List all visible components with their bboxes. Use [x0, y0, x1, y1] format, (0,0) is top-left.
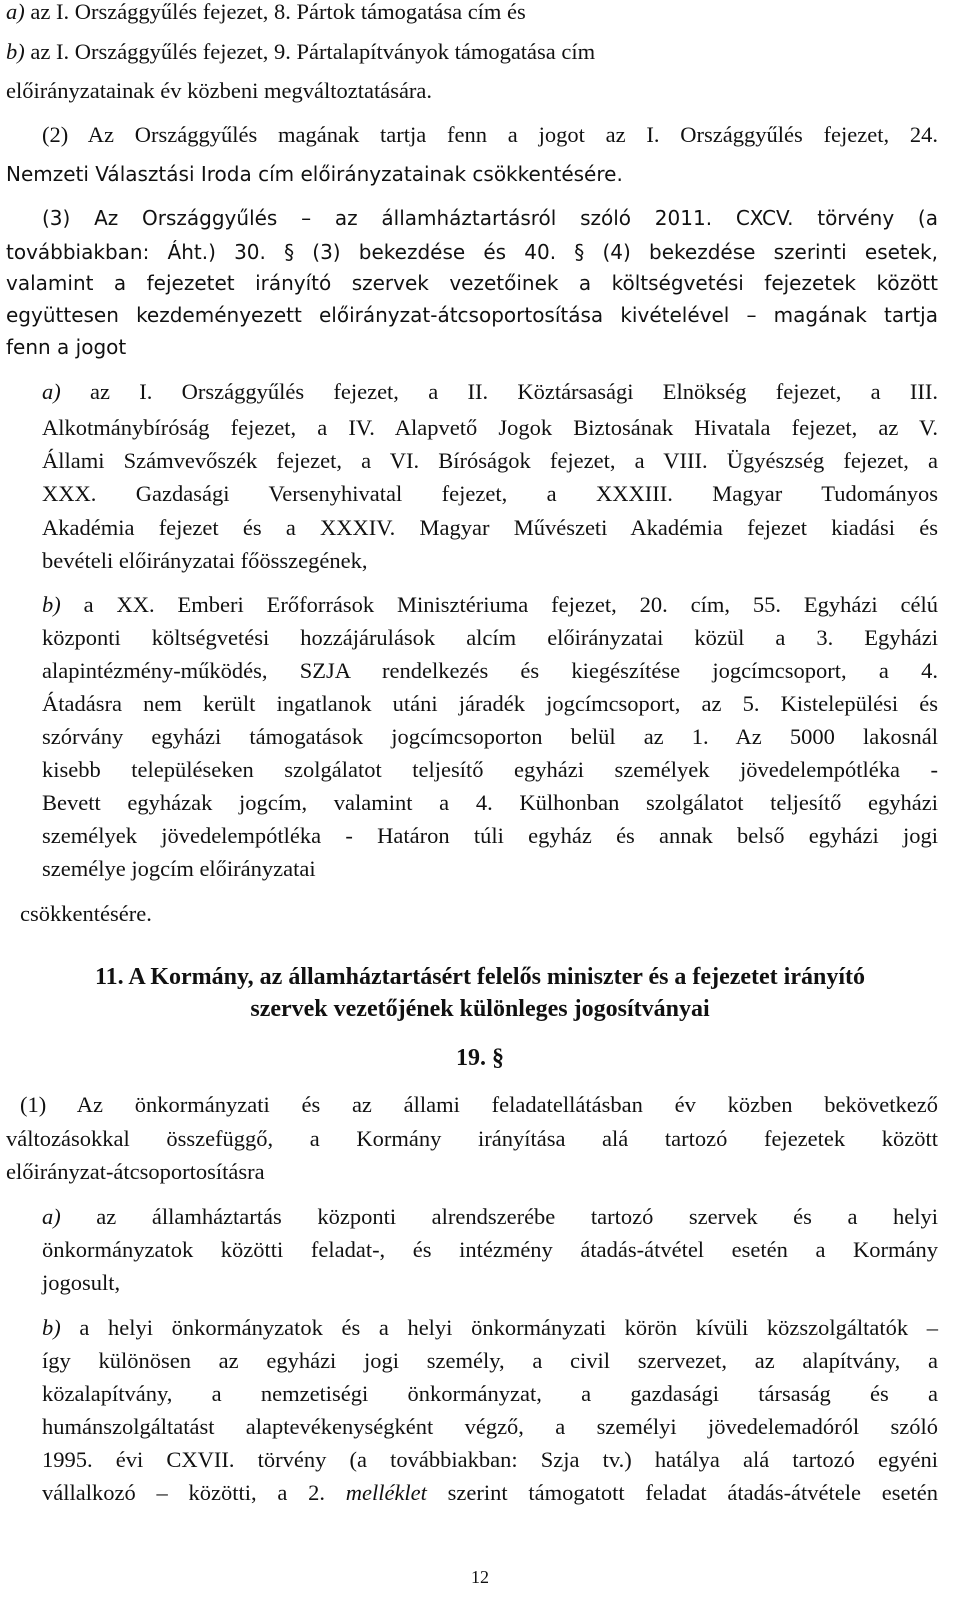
s19-item-a-line2: önkormányzatok közötti feladat-, és intézmény átadás-átvétel esetén a Kormány	[42, 1237, 938, 1262]
s19-para1-line2: változásokkal összefüggő, a Kormány irányítása alá tartozó fejezetek között	[6, 1126, 938, 1151]
s19-para1-line1: (1) Az önkormányzati és az állami feladatellátásban év közben bekövetkező	[20, 1092, 938, 1117]
item-b-line7: Bevett egyházak jogcím, valamint a 4. Külhonban szolgálatot teljesítő egyházi	[42, 790, 938, 815]
item-b-line1	[42, 590, 938, 620]
s19-item-b-line4: humánszolgáltatást alaptevékenységként végző, a személyi jövedelemadóról szóló	[42, 1414, 938, 1439]
s19-item-a-line3: jogosult,	[42, 1270, 121, 1295]
item-text: az I. Országgyűlés fejezet, a II. Köztársasági Elnökség fejezet, a III.	[60, 379, 938, 404]
item-text: a XX. Emberi Erőforrások Minisztériuma fejezet, 20. cím, 55. Egyházi célú	[60, 592, 938, 617]
item-marker: b)	[42, 592, 61, 617]
closing-text: csökkentésére.	[20, 901, 152, 926]
s19-item-b-line1	[42, 1313, 938, 1343]
top-item-a	[6, 0, 526, 27]
s19-item-b-line2: így különösen az egyházi jogi személy, a civil szervezet, az alapítvány, a	[42, 1348, 938, 1373]
item-a-line4: XXX. Gazdasági Versenyhivatal fejezet, a XXXIII. Magyar Tudományos	[42, 481, 938, 506]
chapter-heading-line2: szervek vezetőjének különleges jogosítványai	[250, 996, 710, 1022]
item-a-line2: Alkotmánybíróság fejezet, a IV. Alapvető Jogok Biztosának Hivatala fejezet, az V.	[42, 415, 938, 440]
annex-reference: melléklet	[345, 1480, 427, 1505]
s19-item-b-line6	[42, 1478, 938, 1508]
item-a-line3: Állami Számvevőszék fejezet, a VI. Bíróságok fejezet, a VIII. Ügyészség fejezet, a	[42, 448, 938, 473]
s19-para1-line3: előirányzat-átcsoportosításra	[6, 1159, 265, 1184]
item-text: a helyi önkormányzatok és a helyi önkormányzati körön kívüli közszolgáltatók –	[60, 1315, 938, 1340]
item-b-line4: Átadásra nem került ingatlanok utáni járadék jogcímcsoport, az 5. Kistelepülési és	[42, 691, 938, 716]
item-a-line1	[42, 377, 938, 407]
s19-item-a-line1	[42, 1202, 938, 1232]
item-marker: a)	[42, 1204, 61, 1229]
top-item-b-cont: előirányzatainak év közbeni megváltoztatására.	[6, 78, 433, 103]
para3-line2: továbbiakban: Áht.) 30. § (3) bekezdése és 40. § (4) bekezdése szerinti esetek,	[6, 240, 938, 264]
para3-line5: fenn a jogot	[6, 335, 127, 359]
item-text: az I. Országgyűlés fejezet, 8. Pártok támogatása cím és	[24, 0, 526, 24]
item-b-line9: személye jogcím előirányzatai	[42, 856, 316, 881]
item-text: az I. Országgyűlés fejezet, 9. Pártalapítványok támogatása cím	[24, 39, 596, 64]
text-run: vállalkozó – közötti, a 2.	[42, 1480, 346, 1505]
para2-line1: (2) Az Országgyűlés magának tartja fenn a jogot az I. Országgyűlés fejezet, 24.	[42, 122, 938, 147]
item-b-line8: személyek jövedelempótléka - Határon túli egyház és annak belső egyházi jogi	[42, 823, 938, 848]
item-marker: a)	[42, 379, 61, 404]
item-a-line6: bevételi előirányzatai főösszegének,	[42, 548, 368, 573]
page-number: 12	[471, 1567, 489, 1587]
item-a-line5: Akadémia fejezet és a XXXIV. Magyar Művészeti Akadémia fejezet kiadási és	[42, 515, 938, 540]
para3-line1: (3) Az Országgyűlés – az államháztartásról szóló 2011. CXCV. törvény (a	[42, 206, 938, 230]
para3-line4: együttesen kezdeményezett előirányzat-átcsoportosítása kivételével – magának tartja	[6, 303, 938, 327]
top-item-b	[6, 37, 595, 67]
s19-item-b-line3: közalapítvány, a nemzetiségi önkormányzat, a gazdasági társaság és a	[42, 1381, 938, 1406]
item-b-line3: alapintézmény-működés, SZJA rendelkezés és kiegészítése jogcímcsoport, a 4.	[42, 658, 938, 683]
chapter-heading-line1: 11. A Kormány, az államháztartásért felelős miniszter és a fejezetet irányító	[94, 964, 865, 990]
para2-line2: Nemzeti Választási Iroda cím előirányzatainak csökkentésére.	[6, 162, 623, 186]
item-marker: a)	[6, 0, 25, 24]
item-marker: b)	[42, 1315, 61, 1340]
item-b-line2: központi költségvetési hozzájárulások alcím előirányzatai közül a 3. Egyházi	[42, 625, 938, 650]
item-b-line6: kisebb településeken szolgálatot teljesítő egyházi személyek jövedelempótléka -	[42, 757, 938, 782]
item-marker: b)	[6, 39, 25, 64]
item-text: az államháztartás központi alrendszerébe tartozó szervek és a helyi	[60, 1204, 938, 1229]
item-b-line5: szórvány egyházi támogatások jogcímcsoporton belül az 1. Az 5000 lakosnál	[42, 724, 938, 749]
section-number: 19. §	[456, 1045, 504, 1071]
s19-item-b-line5: 1995. évi CXVII. törvény (a továbbiakban: Szja tv.) hatálya alá tartozó egyéni	[42, 1447, 938, 1472]
text-run: szerint támogatott feladat átadás-átvétele esetén	[426, 1480, 938, 1505]
para3-line3: valamint a fejezetet irányító szervek vezetőinek a költségvetési fejezetek között	[6, 271, 938, 295]
